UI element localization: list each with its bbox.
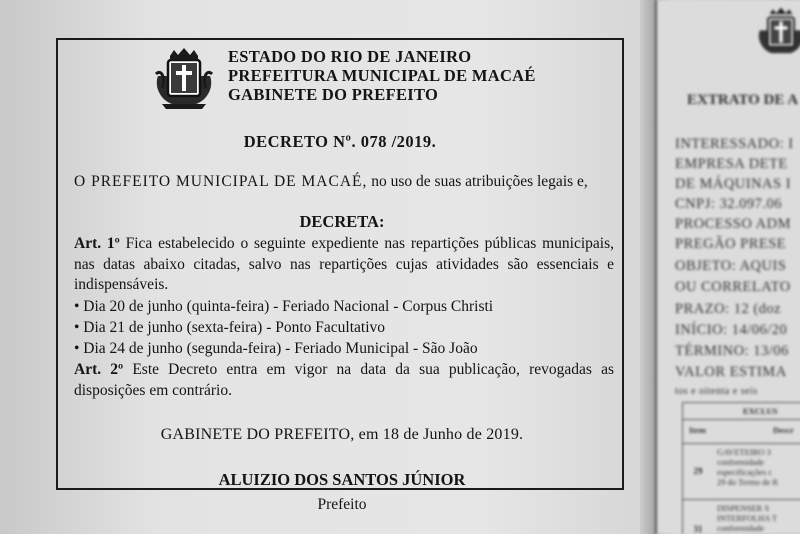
side-line: EMPRESA DETE xyxy=(675,156,788,172)
article-1-label: Art. 1º xyxy=(74,235,120,252)
side-line: OBJETO: AQUIS xyxy=(675,258,787,274)
side-line: PRAZO: 12 (doz xyxy=(675,301,782,317)
header-state: ESTADO DO RIO DE JANEIRO xyxy=(228,47,472,66)
table-cell-text: DISPENSER S xyxy=(717,503,770,513)
table-cell-num: 31 xyxy=(693,524,703,534)
table-cell-text: 29 do Termo de R xyxy=(717,477,779,487)
side-table-head-item: Item xyxy=(689,425,706,435)
side-line: INÍCIO: 14/06/20 xyxy=(675,322,788,338)
side-table xyxy=(682,402,800,534)
article-2-label: Art. 2º xyxy=(74,361,124,378)
intro-subject: O PREFEITO MUNICIPAL DE MACAÉ, xyxy=(74,173,368,190)
header-office: GABINETE DO PREFEITO xyxy=(228,85,439,104)
side-table-group: EXCLUS xyxy=(743,406,778,416)
decreta-heading: DECRETA: xyxy=(299,212,385,231)
holiday-item: • Dia 24 de junho (segunda-feira) - Feriado Municipal - São João xyxy=(74,340,478,357)
table-cell-text: conformidade xyxy=(717,523,765,533)
side-line: INTERESSADO: I xyxy=(675,136,794,152)
signer-name: ALUIZIO DOS SANTOS JÚNIOR xyxy=(218,470,466,489)
closing-line: GABINETE DO PREFEITO, em 18 de Junho de 2019. xyxy=(160,426,524,443)
municipal-coat-of-arms-icon xyxy=(152,46,216,110)
intro-rest: no uso de suas atribuições legais e, xyxy=(367,173,588,190)
side-line: tos e oitenta e seis xyxy=(675,386,758,397)
side-line: TÉRMINO: 13/06 xyxy=(675,343,789,359)
table-row xyxy=(683,443,800,498)
table-cell-text: conformidade xyxy=(717,457,765,467)
table-cell-text: INTERFOLHA T xyxy=(717,513,778,523)
side-line: VALOR ESTIMA xyxy=(675,364,787,380)
table-cell-text: GAVETEIRO 3 xyxy=(717,447,771,457)
side-line: OU CORRELATO xyxy=(675,279,791,295)
municipal-coat-of-arms-icon xyxy=(755,6,800,58)
side-table-head-desc: Descr xyxy=(773,425,794,435)
side-line: CNPJ: 32.097.06 xyxy=(675,196,783,212)
holiday-item: • Dia 20 de junho (quinta-feira) - Feriado Nacional - Corpus Christi xyxy=(74,298,494,315)
holiday-item: • Dia 21 de junho (sexta-feira) - Ponto Facultativo xyxy=(74,319,386,336)
decree-title: DECRETO Nº. 078 /2019. xyxy=(243,132,437,151)
header-prefecture: PREFEITURA MUNICIPAL DE MACAÉ xyxy=(228,66,536,85)
table-row xyxy=(683,499,800,534)
article-2 xyxy=(74,360,614,401)
signer-role: Prefeito xyxy=(317,496,367,513)
side-line: PROCESSO ADM xyxy=(675,216,791,232)
article-1 xyxy=(74,234,614,296)
decree-notice xyxy=(56,38,624,513)
table-cell-num: 29 xyxy=(693,466,703,476)
side-line: DE MÁQUINAS I xyxy=(675,176,792,192)
intro-paragraph xyxy=(74,173,588,191)
article-1-text: Fica estabelecido o seguinte expediente nas repartições públicas municipais, nas datas abaixo citadas, salvo nas repartições cujas atividades são essenciais e indispensáveis. xyxy=(74,235,614,293)
side-title: EXTRATO DE A xyxy=(687,92,799,108)
adjacent-notice xyxy=(655,0,800,534)
table-cell-text: especificações c xyxy=(717,467,772,477)
article-2-text: Este Decreto entra em vigor na data da sua publicação, revogadas as disposições em contrário. xyxy=(74,361,615,399)
holiday-list xyxy=(74,296,493,359)
side-line: PREGÃO PRESE xyxy=(675,236,787,252)
